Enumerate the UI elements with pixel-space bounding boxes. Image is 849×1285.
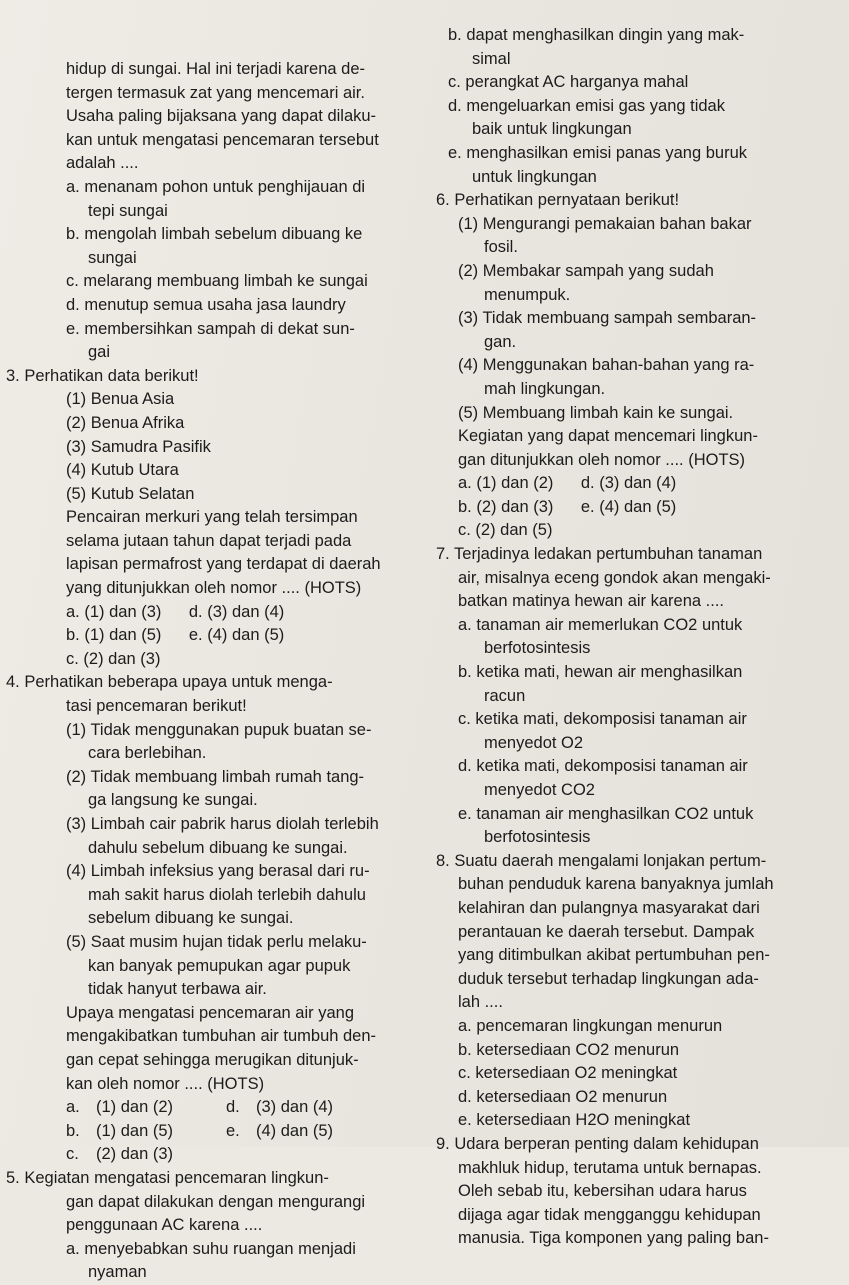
text-line: dijaga agar tidak mengganggu kehidupan bbox=[458, 1205, 761, 1224]
option-line: b. (1) dan (5) e. (4) dan (5) bbox=[66, 626, 285, 645]
question-7-heading: 7. Terjadinya ledakan pertumbuhan tanaman bbox=[436, 545, 763, 564]
text-line: Oleh sebab itu, kebersihan udara harus bbox=[458, 1182, 747, 1201]
answer-letter: c. bbox=[66, 1145, 79, 1164]
answer-choice: (2) dan (3) bbox=[96, 1145, 174, 1164]
text-line: Kegiatan yang dapat mencemari lingkun- bbox=[458, 427, 758, 446]
statement-line: (2) Tidak membuang limbah rumah tang- bbox=[66, 767, 365, 786]
question-8-heading: 8. Suatu daerah mengalami lonjakan pertum- bbox=[436, 851, 767, 870]
answer-letter: e. bbox=[226, 1121, 240, 1140]
statement-line: kan banyak pemupukan agar pupuk bbox=[88, 956, 351, 975]
answer-letter: a. bbox=[66, 1098, 80, 1117]
option-line: b. dapat menghasilkan dingin yang mak- bbox=[448, 26, 745, 44]
option-line: c. ketersediaan O2 meningkat bbox=[458, 1064, 678, 1083]
question-6-heading: 6. Perhatikan pernyataan berikut! bbox=[436, 191, 680, 210]
text-line: hidup di sungai. Hal ini terjadi karena de- bbox=[66, 60, 366, 78]
data-item: (2) Benua Afrika bbox=[66, 413, 185, 432]
option-line: e. menghasilkan emisi panas yang buruk bbox=[448, 143, 748, 162]
text-line: kelahiran dan pulangnya masyarakat dari bbox=[458, 898, 760, 917]
option-line: a. (1) dan (2) d. (3) dan (4) bbox=[458, 474, 677, 493]
statement-line: (3) Limbah cair pabrik harus diolah terlebih bbox=[66, 815, 379, 833]
option-line: b. (2) dan (3) e. (4) dan (5) bbox=[458, 497, 677, 516]
option-line: baik untuk lingkungan bbox=[472, 120, 632, 139]
text-line: buhan penduduk karena banyaknya jumlah bbox=[458, 875, 774, 894]
statement-line: mah lingkungan. bbox=[484, 379, 606, 398]
option-line: d. ketika mati, dekomposisi tanaman air bbox=[458, 757, 748, 776]
text-line: yang ditunjukkan oleh nomor .... (HOTS) bbox=[66, 579, 362, 598]
answer-choice: (3) dan (4) bbox=[256, 1098, 334, 1117]
answer-choice: (1) dan (5) bbox=[96, 1121, 174, 1140]
answer-row bbox=[4, 1143, 430, 1167]
answer-row bbox=[4, 1120, 430, 1144]
option-line: c. melarang membuang limbah ke sungai bbox=[66, 272, 368, 291]
text-line: Usaha paling bijaksana yang dapat dilaku- bbox=[66, 107, 377, 126]
text-line: kan untuk mengatasi pencemaran tersebut bbox=[66, 130, 379, 149]
option-line: b. ketika mati, hewan air menghasilkan bbox=[458, 663, 743, 682]
statement-line: menumpuk. bbox=[484, 285, 571, 304]
statement-line: (5) Saat musim hujan tidak perlu melaku- bbox=[66, 932, 367, 951]
text-line: Upaya mengatasi pencemaran air yang bbox=[66, 1003, 355, 1022]
option-line: e. membersihkan sampah di dekat sun- bbox=[66, 319, 355, 338]
option-line: c. ketika mati, dekomposisi tanaman air bbox=[458, 710, 747, 729]
text-line: gan dapat dilakukan dengan mengurangi bbox=[66, 1192, 366, 1211]
text-line: perantauan ke daerah tersebut. Dampak bbox=[458, 922, 755, 941]
question-9-heading: 9. Udara berperan penting dalam kehidupan bbox=[436, 1134, 759, 1153]
text-line: tergen termasuk zat yang mencemari air. bbox=[66, 83, 365, 102]
text-line: gan ditunjukkan oleh nomor .... (HOTS) bbox=[458, 450, 746, 469]
statement-line: fosil. bbox=[484, 238, 518, 257]
text-line: makhluk hidup, terutama untuk bernapas. bbox=[458, 1158, 762, 1177]
option-line: untuk lingkungan bbox=[472, 167, 597, 186]
option-line: d. ketersediaan O2 menurun bbox=[458, 1087, 668, 1106]
data-item: (5) Kutub Selatan bbox=[66, 484, 195, 503]
statement-line: cara berlebihan. bbox=[88, 744, 207, 763]
answer-letter: b. bbox=[66, 1121, 80, 1140]
option-line: a. pencemaran lingkungan menurun bbox=[458, 1016, 723, 1035]
question-3-heading: 3. Perhatikan data berikut! bbox=[6, 366, 199, 385]
statement-line: (1) Mengurangi pemakaian bahan bakar bbox=[458, 214, 752, 233]
answer-row bbox=[4, 1096, 430, 1120]
statement-line: dahulu sebelum dibuang ke sungai. bbox=[88, 838, 348, 857]
option-line: c. (2) dan (3) bbox=[66, 649, 161, 668]
option-line: gai bbox=[88, 343, 111, 362]
text-line: tasi pencemaran berikut! bbox=[66, 697, 247, 716]
statement-line: ga langsung ke sungai. bbox=[88, 791, 258, 810]
answer-letter: d. bbox=[226, 1098, 240, 1117]
option-line: sungai bbox=[88, 248, 137, 267]
option-line: menyedot CO2 bbox=[484, 781, 595, 799]
option-line: a. menanam pohon untuk penghijauan di bbox=[66, 177, 366, 196]
answer-choice: (1) dan (2) bbox=[96, 1098, 174, 1117]
option-line: a. menyebabkan suhu ruangan menjadi bbox=[66, 1239, 356, 1258]
text-line: Pencairan merkuri yang telah tersimpan bbox=[66, 508, 358, 527]
text-line: yang ditimbulkan akibat pertumbuhan pen- bbox=[458, 946, 770, 965]
text-line: duduk tersebut terhadap lingkungan ada- bbox=[458, 969, 759, 988]
text-line: kan oleh nomor .... (HOTS) bbox=[66, 1074, 265, 1093]
text-line: lah .... bbox=[458, 993, 503, 1012]
right-column bbox=[436, 24, 846, 1251]
option-line: nyaman bbox=[88, 1263, 147, 1282]
statement-line: gan. bbox=[484, 332, 517, 351]
option-line: e. tanaman air menghasilkan CO2 untuk bbox=[458, 804, 754, 823]
option-line: berfotosintesis bbox=[484, 639, 591, 658]
text-line: lapisan permafrost yang terdapat di daerah bbox=[66, 555, 381, 574]
option-line: a. (1) dan (3) d. (3) dan (4) bbox=[66, 602, 285, 621]
question-5-heading: 5. Kegiatan mengatasi pencemaran lingkun- bbox=[6, 1168, 329, 1187]
option-line: d. mengeluarkan emisi gas yang tidak bbox=[448, 96, 725, 115]
question-4-heading: 4. Perhatikan beberapa upaya untuk menga- bbox=[6, 673, 333, 692]
text-line: mengakibatkan tumbuhan air tumbuh den- bbox=[66, 1027, 377, 1046]
text-line: batkan matinya hewan air karena .... bbox=[458, 592, 724, 611]
text-line: adalah .... bbox=[66, 154, 139, 173]
option-line: c. perangkat AC harganya mahal bbox=[448, 73, 689, 92]
statement-line: (4) Menggunakan bahan-bahan yang ra- bbox=[458, 356, 755, 375]
option-line: e. ketersediaan H2O meningkat bbox=[458, 1111, 691, 1130]
statement-line: tidak hanyut terbawa air. bbox=[88, 980, 267, 999]
answer-choice: (4) dan (5) bbox=[256, 1121, 334, 1140]
data-item: (3) Samudra Pasifik bbox=[66, 437, 211, 456]
option-line: b. ketersediaan CO2 menurun bbox=[458, 1040, 680, 1059]
option-line: b. mengolah limbah sebelum dibuang ke bbox=[66, 225, 363, 244]
statement-line: (3) Tidak membuang sampah sembaran- bbox=[458, 309, 757, 328]
text-line: selama jutaan tahun dapat terjadi pada bbox=[66, 531, 352, 550]
statement-line: (2) Membakar sampah yang sudah bbox=[458, 261, 714, 280]
text-line: manusia. Tiga komponen yang paling ban- bbox=[458, 1229, 769, 1248]
text-line: penggunaan AC karena .... bbox=[66, 1216, 263, 1235]
option-line: a. tanaman air memerlukan CO2 untuk bbox=[458, 615, 743, 634]
text-line: air, misalnya eceng gondok akan mengaki- bbox=[458, 568, 771, 587]
data-item: (4) Kutub Utara bbox=[66, 461, 179, 480]
option-line: tepi sungai bbox=[88, 201, 168, 220]
statement-line: (1) Tidak menggunakan pupuk buatan se- bbox=[66, 720, 372, 739]
data-item: (1) Benua Asia bbox=[66, 390, 175, 409]
option-line: berfotosintesis bbox=[484, 828, 591, 847]
left-column bbox=[4, 58, 430, 1285]
text-line: gan cepat sehingga merugikan ditunjuk- bbox=[66, 1050, 359, 1069]
statement-line: (4) Limbah infeksius yang berasal dari ru- bbox=[66, 862, 370, 881]
statement-line: mah sakit harus diolah terlebih dahulu bbox=[88, 885, 366, 904]
option-line: menyedot O2 bbox=[484, 733, 584, 752]
option-line: c. (2) dan (5) bbox=[458, 521, 553, 540]
option-line: simal bbox=[472, 49, 511, 68]
option-line: racun bbox=[484, 686, 526, 705]
statement-line: sebelum dibuang ke sungai. bbox=[88, 909, 294, 928]
option-line: d. menutup semua usaha jasa laundry bbox=[66, 295, 346, 314]
statement-line: (5) Membuang limbah kain ke sungai. bbox=[458, 403, 734, 422]
